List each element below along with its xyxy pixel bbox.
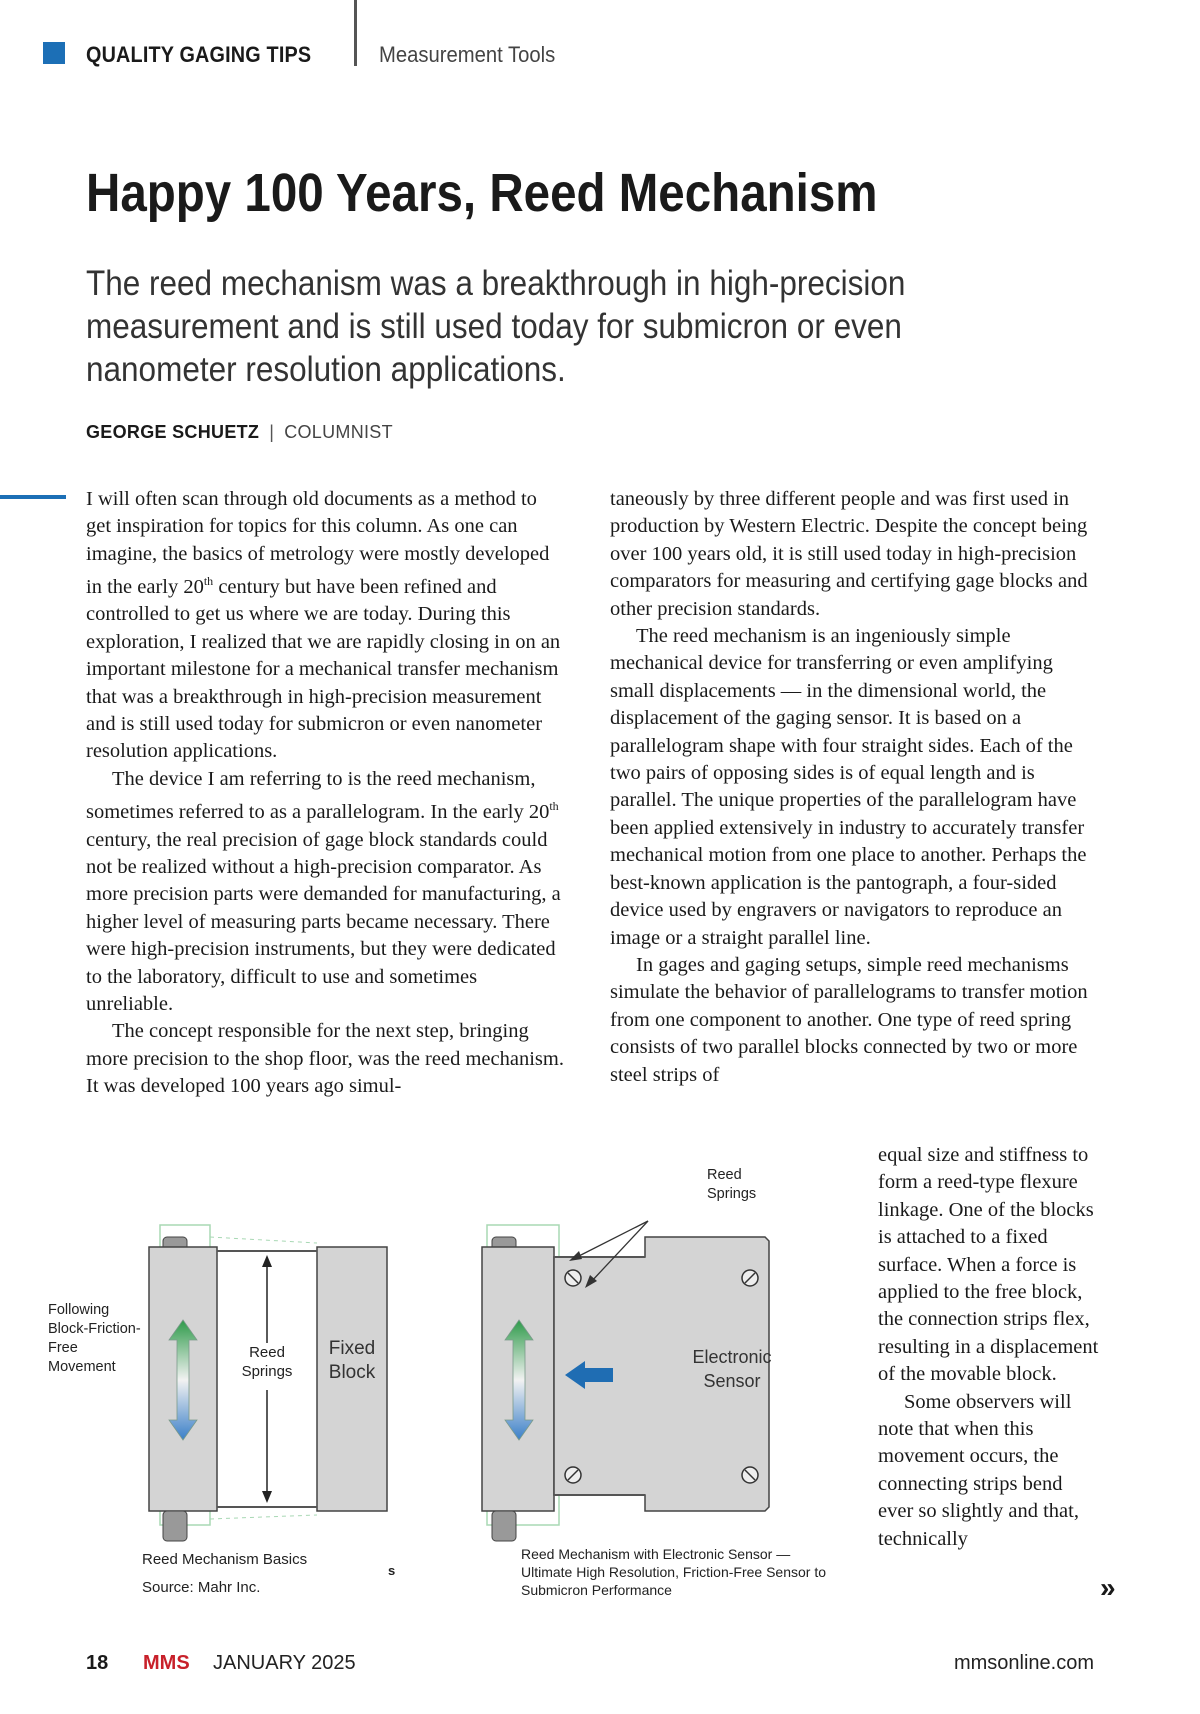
author-role: COLUMNIST	[284, 422, 393, 442]
label-following-block: Following Block-Friction-Free Movement	[48, 1302, 141, 1375]
text-run: century but have been refined and controlled to get us where we are today. During this exploration, I realized that we are rapidly closing in on an important milestone for a mechanical transfer mechanism that was a breakthrough in high-precision measurement and is still used today for submicron or even nanometer resolution applications.	[86, 576, 561, 763]
paragraph: The concept responsible for the next step, bringing more precision to the shop floor, was the reed mechanism. It was developed 100 years ago simul-	[86, 1020, 564, 1098]
paragraph: In gages and gaging setups, simple reed mechanisms simulate the behavior of parallelograms to transfer motion from one component to another. One type of reed spring consists of two parallel blocks connected by two or more steel strips of	[610, 953, 1088, 1086]
body-column-1	[86, 486, 564, 1101]
leader-line	[575, 1221, 648, 1258]
paragraph: equal size and stiffness to form a reed-type flexure linkage. One of the blocks is attached to a fixed surface. When a force is applied to the free block, the connection strips flex, resulting in a displacement of the movable block.	[878, 1144, 1099, 1386]
topic-label: Measurement Tools	[379, 42, 556, 67]
byline	[86, 422, 393, 443]
arrowhead-icon	[262, 1491, 272, 1503]
label-fixed-block: Fixed Block	[328, 1338, 376, 1383]
body-column-2	[610, 486, 1100, 1089]
section-marker	[43, 42, 65, 64]
accent-bar	[0, 495, 66, 499]
paragraph: taneously by three different people and was first used in production by Western Electric. Despite the concept being over 100 years old, it is still used today in high-precision comparators for measuring and certifying gage blocks and other precision standards.	[610, 488, 1088, 620]
superscript: th	[549, 799, 559, 814]
figure-2-caption: Reed Mechanism with Electronic Sensor — Ultimate High Resolution, Friction-Free Sensor to Submicron Performance	[521, 1546, 827, 1598]
bottom-nub	[492, 1511, 516, 1541]
header-divider	[354, 0, 357, 66]
bottom-nub	[163, 1511, 187, 1541]
screw-icon	[565, 1270, 581, 1286]
continue-arrow-icon: »	[1100, 1572, 1116, 1603]
paragraph	[86, 766, 564, 1018]
label-electronic-sensor: Electronic Sensor	[692, 1347, 772, 1391]
label-reed-springs-2: Reed Springs	[707, 1167, 757, 1202]
page-number: 18	[86, 1652, 109, 1674]
displaced-line	[210, 1515, 317, 1519]
superscript: th	[203, 574, 214, 589]
text-run: I will often scan through old documents as a method to get inspiration for topics for this column. As one can imagine, the basics of metrology were mostly developed in the early 20	[86, 488, 550, 599]
website-url: mmsonline.com	[953, 1652, 1094, 1674]
figure-1-source: Source: Mahr Inc.	[142, 1579, 261, 1596]
byline-separator: |	[269, 422, 275, 442]
article-deck: The reed mechanism was a breakthrough in high-precision measurement and is still used today for submicron or even nanometer resolution applications.	[86, 264, 906, 389]
label-reed-springs: Reed Springs	[239, 1343, 295, 1381]
stray-character: s	[388, 1563, 396, 1578]
text-run: The device I am referring to is the reed mechanism, sometimes referred to as a parallelogram. In the early 20	[86, 767, 550, 824]
paragraph: Some observers will note that when this movement occurs, the connecting strips bend ever so slightly and that, technically	[878, 1390, 1079, 1550]
issue-date: JANUARY 2025	[213, 1652, 356, 1674]
screw-icon	[742, 1467, 758, 1483]
figure-1-caption: Reed Mechanism Basics	[142, 1551, 308, 1568]
paragraph	[86, 486, 564, 766]
magazine-logo: MMS	[143, 1652, 190, 1674]
screw-icon	[565, 1467, 581, 1483]
paragraph: The reed mechanism is an ingeniously simple mechanical device for transferring or even amplifying small displacements — in the dimensional world, the displacement of the gaging sensor. It is based on a parallelogram shape with four straight sides. Each of the two pairs of opposing sides is of equal length and is parallel. The unique properties of the parallelogram have been applied extensively in industry to accurately transfer mechanical motion from one place to another. Perhaps the best-known application is the pantograph, a four-sided device used by engravers or navigators to reproduce an image or a straight parallel line.	[610, 625, 1087, 949]
section-label: QUALITY GAGING TIPS	[86, 42, 312, 67]
article-title: Happy 100 Years, Reed Mechanism	[86, 163, 878, 223]
displaced-line	[210, 1237, 317, 1243]
screw-icon	[742, 1270, 758, 1286]
body-column-3	[878, 1142, 1100, 1553]
figure-area	[45, 1165, 865, 1605]
text-run: century, the real precision of gage block standards could not be realized without a high-precision comparator. As more precision parts were demanded for manufacturing, a higher level of measuring parts became necessary. There were high-precision instruments, but they were dedicated to the laboratory, difficult to use and sometimes unreliable.	[86, 828, 561, 1015]
author-name: GEORGE SCHUETZ	[86, 422, 260, 442]
arrowhead-icon	[262, 1255, 272, 1267]
